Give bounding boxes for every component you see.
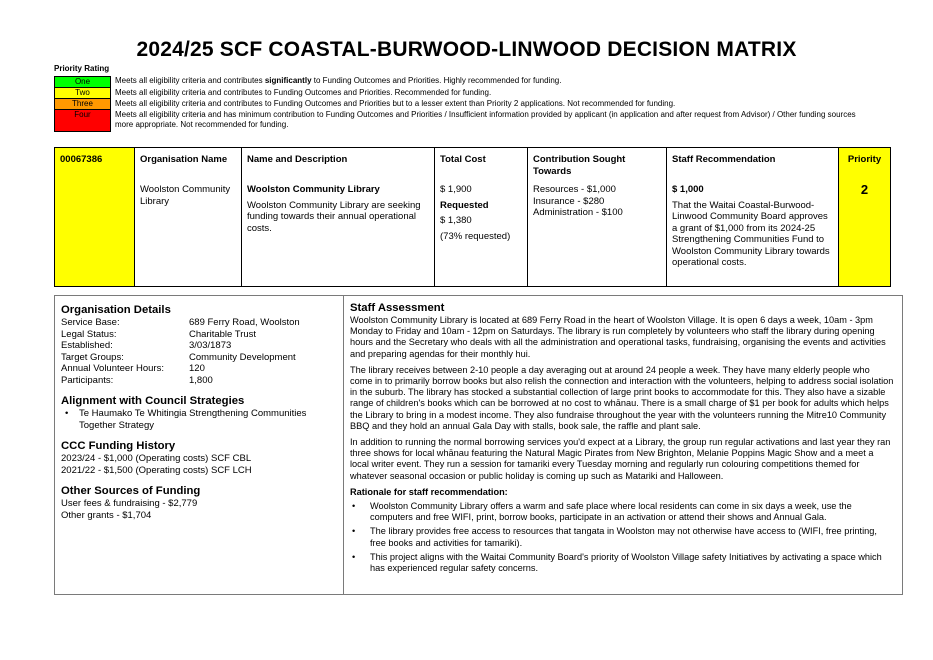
other-funding-item: Other grants - $1,704 <box>61 509 152 521</box>
alignment-heading: Alignment with Council Strategies <box>61 395 245 407</box>
priority-legend-row <box>54 76 874 88</box>
project-description: Woolston Community Library are seeking funding towards their annual operational costs. <box>247 199 421 234</box>
org-detail-row <box>61 329 337 341</box>
organisation-details-column <box>55 296 344 594</box>
priority-description: Meets all eligibility criteria and contributes to Funding Outcomes and Priorities but to a lesser extent than Priority 2 applications. Not recommended for funding. <box>115 98 676 108</box>
org-detail-label: Participants: <box>61 374 114 386</box>
org-detail-value: Community Development <box>189 351 296 363</box>
org-detail-row <box>61 317 337 329</box>
requested-amount: $ 1,380 <box>440 215 472 226</box>
priority-legend <box>54 64 874 132</box>
priority-legend-row <box>54 110 874 132</box>
rationale-item: • The library provides free access to resources that tangata in Woolston may not otherwise have access to (WIFI, free printing, free books and activities for tamariki). <box>352 526 877 548</box>
contribution-cell <box>528 148 667 286</box>
priority-legend-row <box>54 99 874 110</box>
rationale-item: • Woolston Community Library offers a warm and safe place where local residents can come in six days a week, use the computers and free WIFI, print, borrow books, participate in an activation or attend their shows and Annual Gala. <box>352 501 852 523</box>
rationale-heading: Rationale for staff recommendation: <box>350 486 508 497</box>
other-funding-heading: Other Sources of Funding <box>61 485 201 497</box>
funding-history-heading: CCC Funding History <box>61 440 176 452</box>
assessment-paragraph: In addition to running the normal borrowing services you'd expect at a Library, the group run regular activations and last year they ran three shows for local whānau featuring the Natural Magic Pirates from New Brighton, Melanie Poppins Magic Show and a meet a local writer event. They run a session for tamariki every Tuesday morning and regularly run colouring competitions themed for whatever seasonal occasion or public holiday is coming up such as Matariki and Halloween. <box>350 437 891 481</box>
priority-description: Meets all eligibility criteria and contributes significantly to Funding Outcomes and Priorities. Highly recommended for funding. <box>115 75 562 85</box>
name-description-cell <box>242 148 435 286</box>
application-id-cell <box>55 148 135 286</box>
priority-description: Meets all eligibility criteria and has minimum contribution to Funding Outcomes and Priorities / Insufficient information provided by applicant (in application and after request from Advisor) / Other funding sources more appropriate. Not recommended for funding. <box>115 109 856 129</box>
alignment-item: • Te Haumako Te Whitingia Strengthening Communities Together Strategy <box>65 408 307 431</box>
funding-history-item: 2023/24 - $1,000 (Operating costs) SCF CBL <box>61 453 252 464</box>
rationale-item: • This project aligns with the Waitai Community Board's priority of Woolston Village safety Initiatives by activating a space which has experienced regular safety concerns. <box>352 551 882 574</box>
org-detail-row <box>61 363 337 375</box>
funding-history-item: 2021/22 - $1,500 (Operating costs) SCF LCH <box>61 464 252 476</box>
contribution-item: Resources - $1,000 <box>533 184 616 195</box>
contribution-item: Insurance - $280 <box>533 195 605 207</box>
bullet-icon: • <box>352 551 356 562</box>
staff-recommendation-cell <box>667 148 839 286</box>
contribution-header: Contribution Sought Towards <box>533 154 626 177</box>
bullet-icon: • <box>65 408 69 419</box>
priority-swatch: One <box>54 76 111 88</box>
org-detail-row <box>61 352 337 364</box>
recommended-amount: $ 1,000 <box>672 184 704 195</box>
priority-swatch: Four <box>54 110 111 132</box>
requested-label: Requested <box>440 199 489 211</box>
assessment-paragraph: Woolston Community Library is located at 689 Ferry Road in the heart of Woolston Village. It is open 6 days a week, 10am - 3pm Monday to Friday and 10am - 12pm on Saturdays. The library is run completely by volunteers who staff the library during opening hours and the Secretary who deals with all the administration and operational tasks, fundraising, organising the events and activities and preparing agendas for their monthly hui. <box>350 315 886 359</box>
org-detail-label: Legal Status: <box>61 328 117 340</box>
name-description-header: Name and Description <box>247 154 348 165</box>
bullet-icon: • <box>352 526 356 537</box>
organisation-name: Woolston Community Library <box>140 184 231 207</box>
priority-legend-heading: Priority Rating <box>54 64 110 73</box>
total-cost-header: Total Cost <box>440 154 486 165</box>
staff-assessment-heading: Staff Assessment <box>350 302 445 314</box>
organisation-cell <box>135 148 242 286</box>
staff-recommendation-header: Staff Recommendation <box>672 154 776 165</box>
other-funding-item: User fees & fundraising - $2,779 <box>61 498 198 509</box>
priority-header: Priority <box>847 154 882 165</box>
org-detail-value: 120 <box>189 363 205 374</box>
org-detail-value: 1,800 <box>189 374 213 386</box>
organisation-header: Organisation Name <box>140 154 228 165</box>
org-detail-label: Established: <box>61 340 113 351</box>
org-detail-row <box>61 340 337 352</box>
recommendation-text: That the Waitai Coastal-Burwood-Linwood Community Board approves a grant of $1,000 from its 2024-25 Strengthening Communities Fund to Woolston Community Library towards operational costs. <box>672 199 830 268</box>
staff-assessment-column <box>344 296 902 594</box>
org-detail-row <box>61 375 337 387</box>
contribution-item: Administration - $100 <box>533 207 623 218</box>
requested-percent: (73% requested) <box>440 230 511 242</box>
page-title: 2024/25 SCF COASTAL-BURWOOD-LINWOOD DECISION MATRIX <box>136 38 797 61</box>
org-detail-value: 689 Ferry Road, Woolston <box>189 317 300 328</box>
organisation-details-heading: Organisation Details <box>61 304 171 316</box>
details-panel <box>54 295 903 595</box>
priority-swatch: Three <box>54 99 111 110</box>
priority-cell <box>839 148 890 286</box>
org-detail-label: Service Base: <box>61 317 120 328</box>
total-cost-cell <box>435 148 528 286</box>
priority-legend-row <box>54 88 874 99</box>
application-id: 00067386 <box>60 154 103 165</box>
priority-value: 2 <box>860 182 869 197</box>
org-detail-value: 3/03/1873 <box>189 340 232 351</box>
priority-description: Meets all eligibility criteria and contributes to Funding Outcomes and Priorities. Recommended for funding. <box>115 87 492 97</box>
decision-matrix-table <box>54 147 891 287</box>
org-detail-value: Charitable Trust <box>189 328 257 340</box>
priority-swatch: Two <box>54 88 111 99</box>
bullet-icon: • <box>352 501 356 512</box>
project-name: Woolston Community Library <box>247 184 380 195</box>
total-cost-value: $ 1,900 <box>440 184 472 195</box>
org-detail-label: Target Groups: <box>61 351 124 363</box>
org-detail-label: Annual Volunteer Hours: <box>61 363 164 374</box>
assessment-paragraph: The library receives between 2-10 people a day averaging out at around 24 people a week. They have many elderly people who come in to primarily borrow books but also relish the connection and interaction with the volunteers, helping to address social isolation in the suburb. The library has stocked a substantial collection of large print books to accommodate for this. They also have a sizable range of children's books which can be borrowed at no cost to whānau. There is a small charge of $1 per book for adults which helps the Library to bring in a modest income. They also fundraise throughout the year with the volunteers running the Mitre10 Community BBQ and they hold an annual Gala Day with stalls, book sale, the raffle and plant sale. <box>350 364 894 431</box>
